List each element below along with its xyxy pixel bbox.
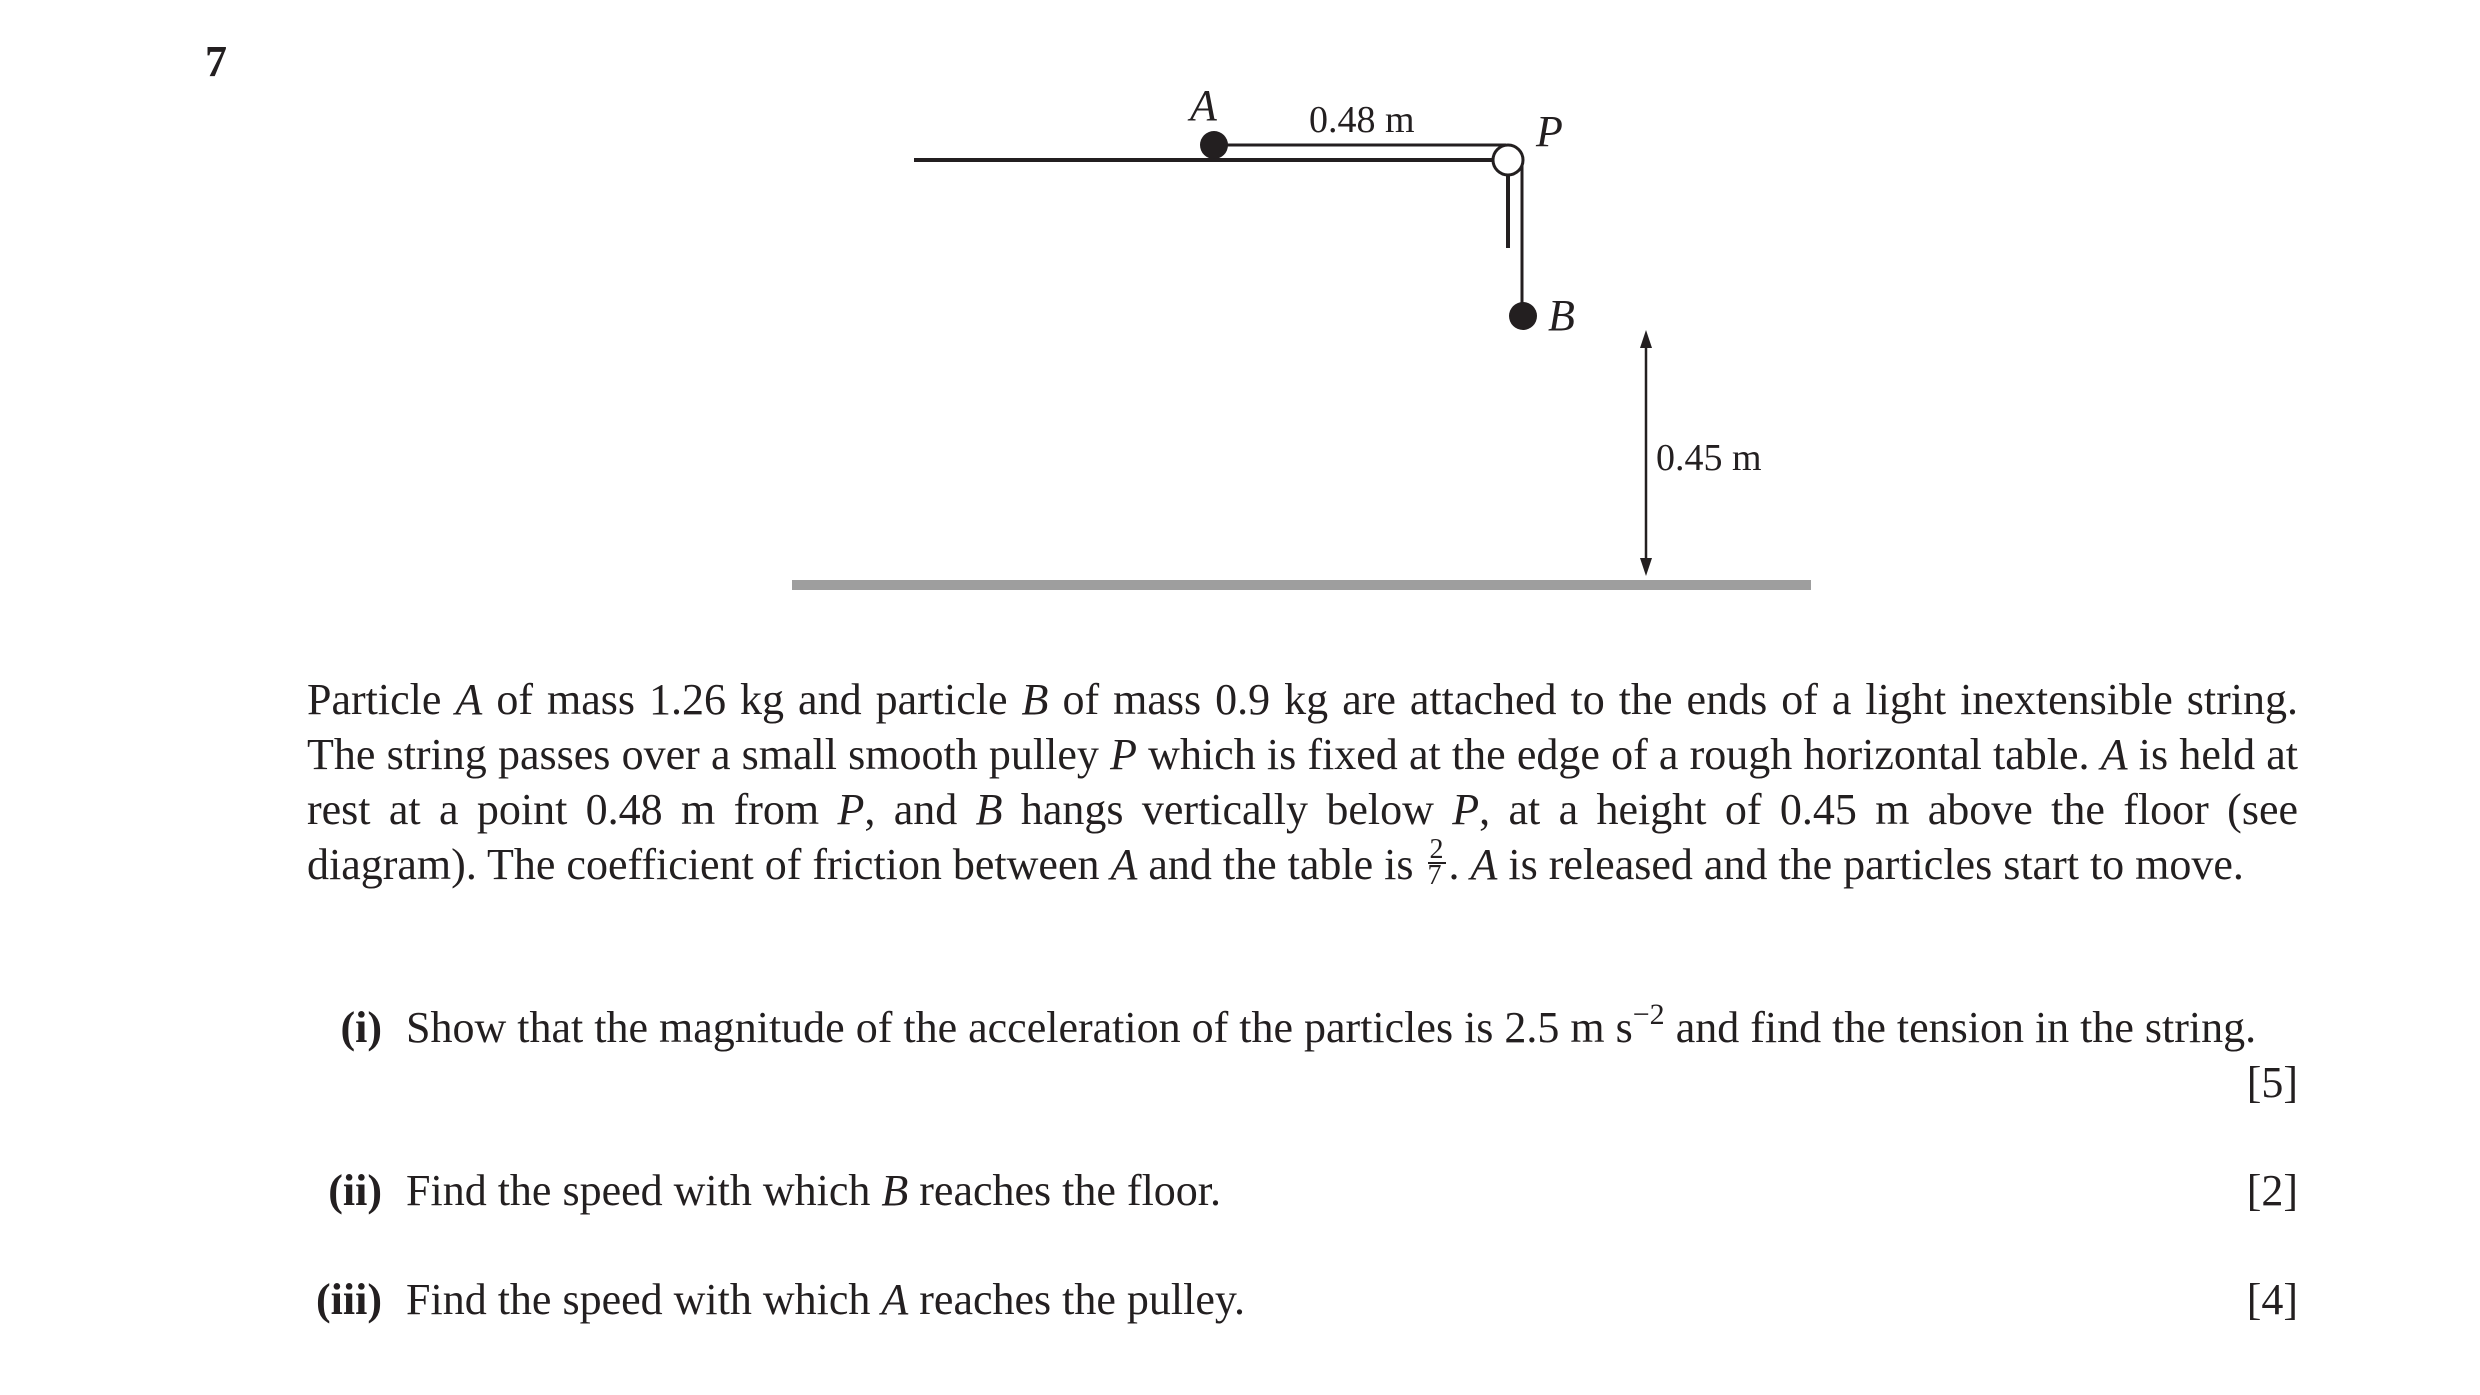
label-b: B <box>1548 291 1575 340</box>
stem-text: hangs vertically below <box>1002 785 1453 834</box>
marks: [5] <box>2246 1058 2298 1107</box>
part-label: (i) <box>340 1003 382 1052</box>
dimension-height-label: 0.45 m <box>1656 437 1762 479</box>
part-text: reaches the pulley. <box>908 1275 1246 1324</box>
stem-text: , at a height of 0.45 m above the floor (see diagram). The coefficient of friction between <box>307 785 2299 889</box>
label-p: P <box>1536 107 1563 156</box>
stem-text: of mass 1.26 kg and particle <box>482 675 1022 724</box>
dimension-ap-label: 0.48 m <box>1309 99 1415 141</box>
friction-fraction <box>1427 833 1446 891</box>
part-body <box>406 1163 2298 1218</box>
var-b: B <box>881 1166 909 1215</box>
fraction-numerator: 2 <box>1429 833 1444 865</box>
particle-b <box>1509 302 1537 330</box>
part-text: Show that the magnitude of the acceleration of the particles is 2.5 m s <box>406 1003 1633 1052</box>
part-iii <box>300 1272 2298 1327</box>
stem-text: of mass 0.9 kg are attached to the ends of a light inextensible string. The string passes over a small smooth pulley <box>307 675 2298 779</box>
var-p: P <box>1452 785 1480 834</box>
stem-text: , and <box>864 785 976 834</box>
var-a: A <box>2100 730 2128 779</box>
var-p: P <box>1110 730 1137 779</box>
part-body <box>406 998 2298 1107</box>
stem-text: Particle <box>307 675 456 724</box>
pulley-diagram <box>0 0 2480 640</box>
part-text: reaches the floor. <box>908 1166 1222 1215</box>
stem-text: . <box>1448 840 1471 889</box>
part-i <box>300 1000 2298 1110</box>
fraction-denominator: 7 <box>1427 859 1442 891</box>
part-label: (ii) <box>328 1166 382 1215</box>
marks: [2] <box>2246 1166 2298 1215</box>
var-a: A <box>881 1275 909 1324</box>
part-text: Find the speed with which <box>406 1166 882 1215</box>
stem-text: is released and the particles start to move. <box>1497 840 2244 889</box>
marks: [4] <box>2246 1275 2298 1324</box>
part-text: and find the tension in the string. <box>1664 1003 2257 1052</box>
unit-exponent: −2 <box>1632 998 1665 1031</box>
var-b: B <box>975 785 1003 834</box>
var-p: P <box>837 785 865 834</box>
height-arrow-down-head <box>1640 558 1652 576</box>
part-label: (iii) <box>316 1275 382 1324</box>
question-number: 7 <box>205 37 227 86</box>
pulley <box>1493 145 1523 175</box>
var-b: B <box>1021 675 1049 724</box>
part-body <box>406 1272 2298 1327</box>
question-stem <box>307 672 2298 894</box>
stem-text: is held at rest at a point 0.48 m from <box>307 730 2299 834</box>
part-text: Find the speed with which <box>406 1275 882 1324</box>
label-a: A <box>1190 81 1217 130</box>
part-ii <box>300 1163 2298 1218</box>
var-a: A <box>1470 840 1498 889</box>
particle-a <box>1200 131 1228 159</box>
var-a: A <box>1110 840 1138 889</box>
stem-text: which is fixed at the edge of a rough horizontal table. <box>1136 730 2101 779</box>
stem-text: and the table is <box>1137 840 1425 889</box>
var-a: A <box>455 675 483 724</box>
height-arrow-up-head <box>1640 330 1652 348</box>
